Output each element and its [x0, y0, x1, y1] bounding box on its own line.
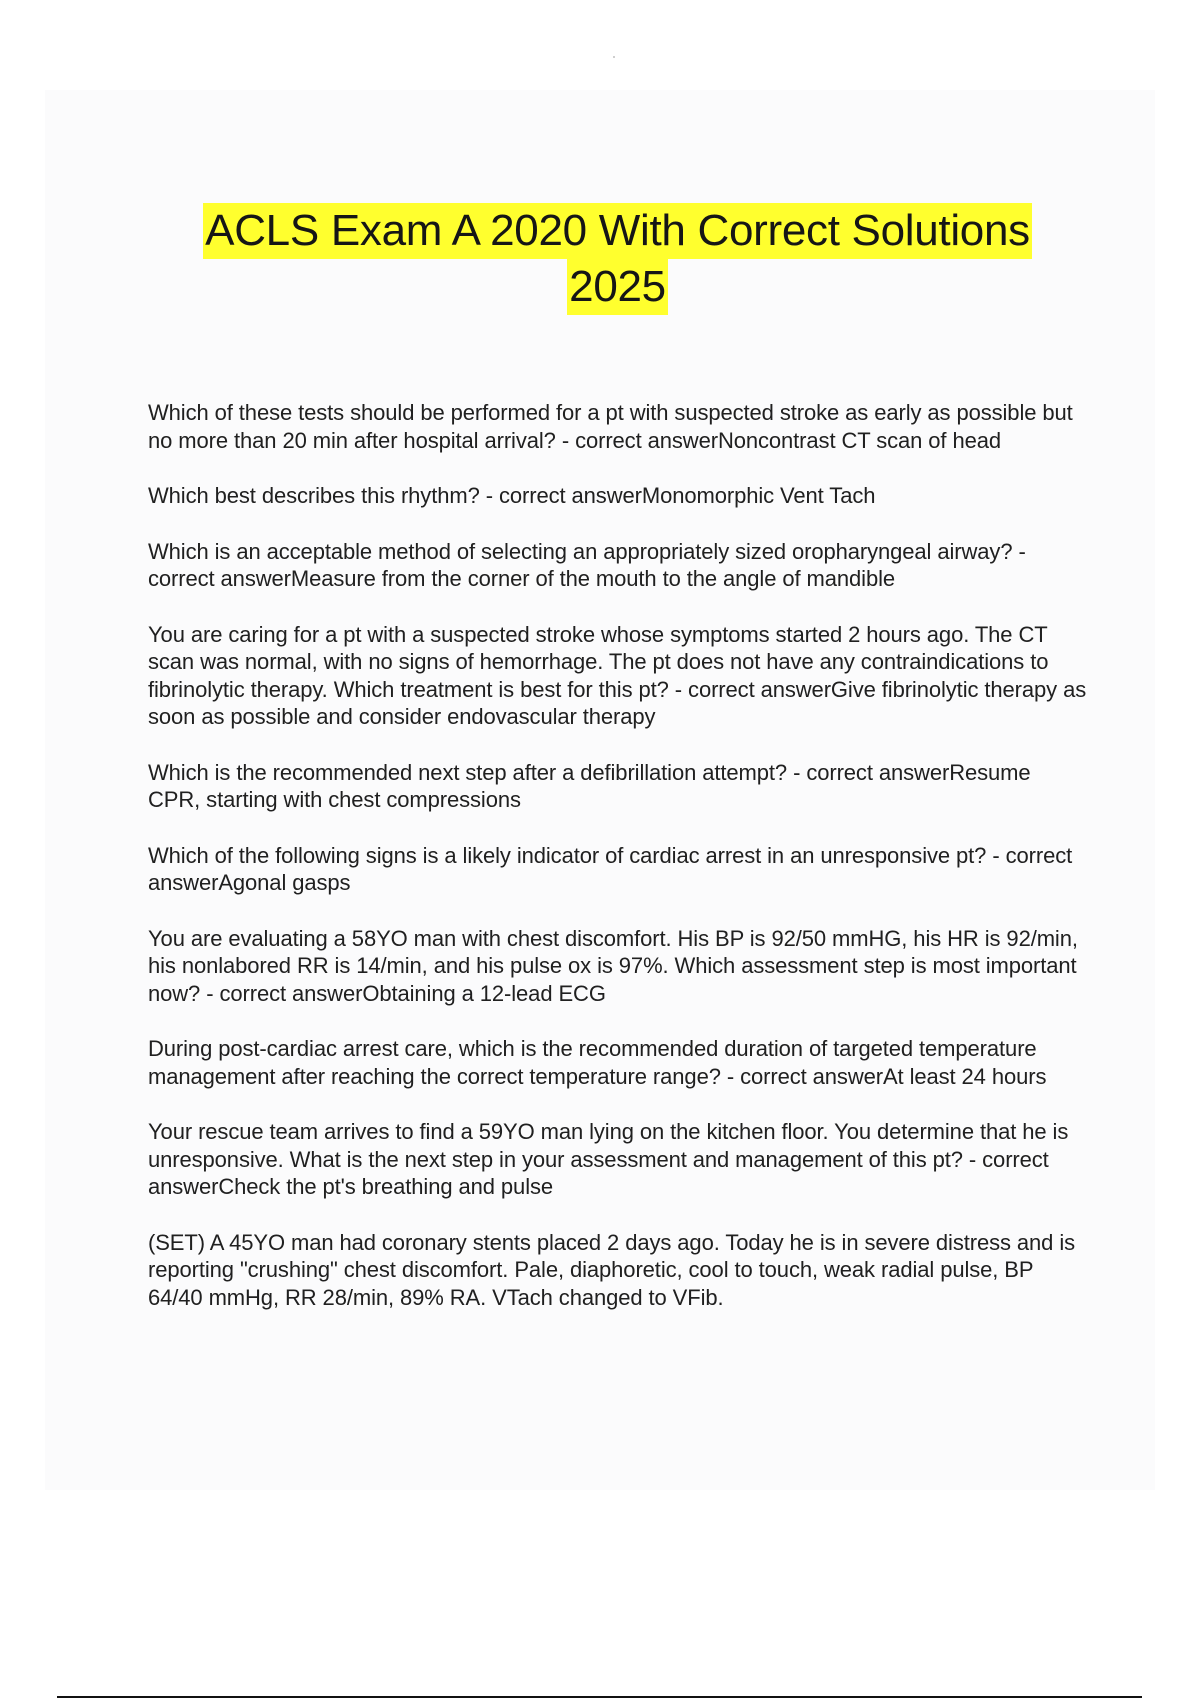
question-text: Which of the following signs is a likely indicator of cardiac arrest in an unresponsive pt? [148, 842, 987, 868]
question-text: Which is the recommended next step after a defibrillation attempt? [148, 759, 788, 785]
answer-separator: - correct answer [479, 483, 642, 508]
answer-separator: - correct answer [668, 676, 831, 702]
qa-item [148, 538, 1088, 593]
question-text: During post-cardiac arrest care, which is the recommended duration of targeted temperature management after reaching the correct temperature range? [148, 1036, 1037, 1089]
answer-text: Agonal gasps [218, 870, 351, 895]
question-text: Which is an acceptable method of selecting an appropriately sized oropharyngeal airway? [148, 538, 1013, 564]
qa-item [148, 759, 1088, 814]
answer-text: At least 24 hours [882, 1063, 1047, 1089]
answer-separator: - correct answer [555, 427, 718, 453]
question-text: You are caring for a pt with a suspected stroke whose symptoms started 2 hours ago. The CT scan was normal, with no signs of hemorrhage. The pt does not have any contraindications to fibrinolytic therapy. Which treatment is best for this pt? [148, 621, 1049, 702]
answer-text: Noncontrast CT scan of head [717, 427, 1001, 453]
answer-text: Measure from the corner of the mouth to the angle of mandible [290, 566, 896, 591]
qa-item [148, 1035, 1088, 1090]
qa-list [148, 399, 1088, 1339]
final-paragraph: (SET) A 45YO man had coronary stents placed 2 days ago. Today he is in severe distress and is reporting "crushing" chest discomfort. Pale, diaphoretic, cool to touch, weak radial pulse, BP 64/40 mmHg, RR 28/min, 89% RA. VTach changed to VFib. [148, 1229, 1076, 1310]
question-text: Your rescue team arrives to find a 59YO man lying on the kitchen floor. You determine that he is unresponsive. What is the next step in your assessment and management of this pt? [148, 1119, 1069, 1172]
answer-separator: - correct answer [148, 1146, 1049, 1199]
qa-item [148, 399, 1088, 454]
answer-separator: - correct answer [200, 980, 363, 1006]
answer-text: Check the pt's breathing and pulse [218, 1174, 554, 1199]
title-line-1: ACLS Exam A 2020 With Correct Solutions [203, 203, 1032, 259]
qa-item [148, 621, 1088, 731]
answer-separator: - correct answer [787, 759, 950, 785]
question-text: Which best describes this rhythm? [148, 483, 480, 508]
answer-separator: - correct answer [148, 842, 1073, 895]
qa-item [148, 842, 1088, 897]
answer-separator: - correct answer [148, 538, 1026, 591]
qa-item [148, 1118, 1088, 1201]
document-title [100, 203, 1135, 315]
qa-item [148, 482, 1088, 510]
bottom-divider [57, 1696, 1142, 1698]
answer-text: Obtaining a 12-lead ECG [362, 980, 606, 1006]
answer-text: Monomorphic Vent Tach [641, 483, 876, 508]
qa-item [148, 925, 1088, 1008]
answer-text: Resume CPR, starting with chest compressions [148, 759, 1031, 812]
answer-separator: - correct answer [720, 1063, 883, 1089]
question-text: You are evaluating a 58YO man with chest discomfort. His BP is 92/50 mmHG, his HR is 92/min, his nonlabored RR is 14/min, and his pulse ox is 97%. Which assessment step is most important now? [148, 925, 1078, 1006]
scan-speck [613, 56, 615, 58]
question-text: Which of these tests should be performed for a pt with suspected stroke as early as possible but no more than 20 min after hospital arrival? [148, 400, 1073, 453]
title-line-2: 2025 [567, 259, 668, 315]
answer-text: Give fibrinolytic therapy as soon as possible and consider endovascular therapy [148, 676, 1087, 729]
